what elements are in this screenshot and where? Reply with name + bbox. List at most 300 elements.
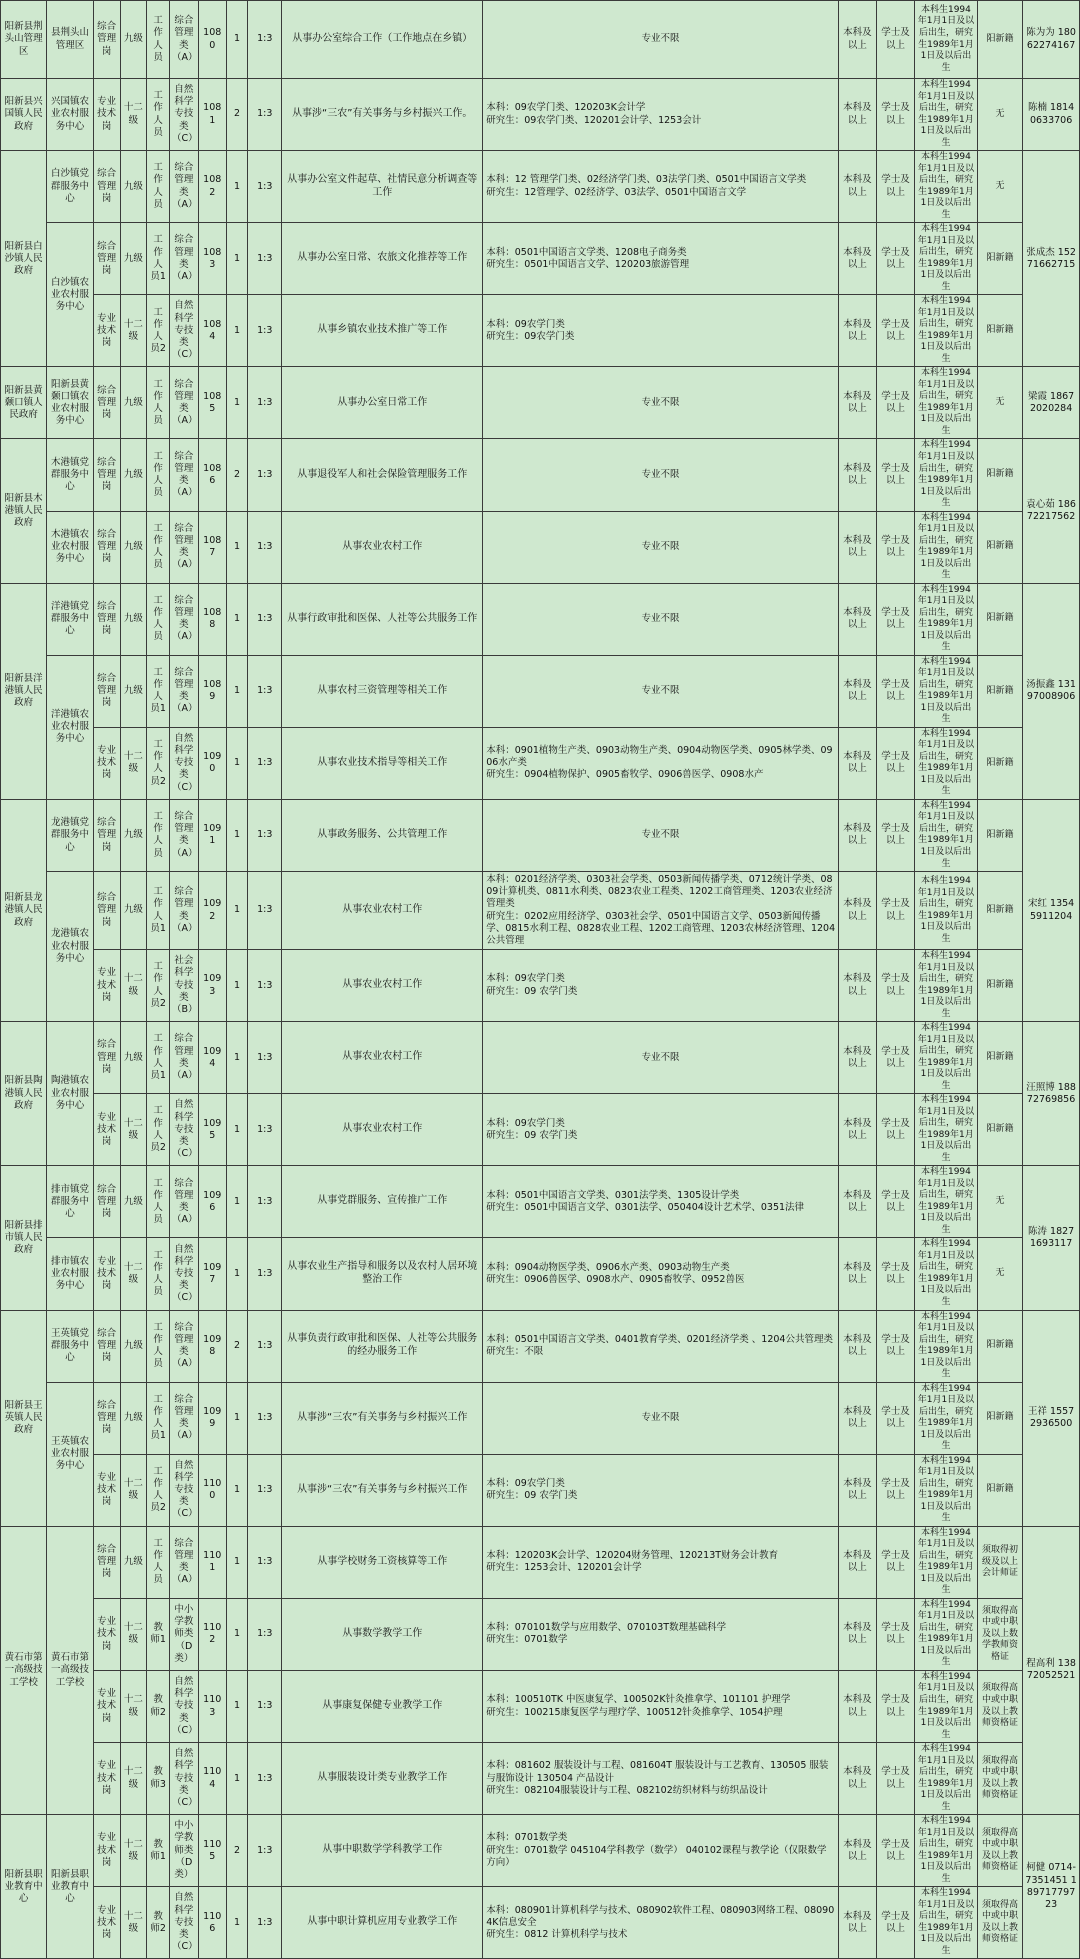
post-code-cell: 1096 <box>198 1166 226 1238</box>
ratio-cell: 1:3 <box>248 1022 282 1094</box>
post-name-cell: 工作人员 <box>147 439 170 511</box>
ratio-cell: 1:3 <box>248 1454 282 1526</box>
other-condition-cell: 无 <box>977 1166 1022 1238</box>
duty-cell: 从事农业技术指导等相关工作 <box>282 727 483 799</box>
post-name-cell: 工作人员1 <box>147 872 170 950</box>
post-name-cell: 工作人员1 <box>147 1382 170 1454</box>
post-level-cell: 十二级 <box>120 79 147 151</box>
other-condition-cell: 阳新籍 <box>977 583 1022 655</box>
contact-cell: 张成杰 15271662715 <box>1023 151 1080 367</box>
post-name-cell: 工作人员2 <box>147 295 170 367</box>
unit-cell: 王英镇党群服务中心 <box>47 1310 93 1382</box>
degree-cell: 学士及以上 <box>876 1454 914 1526</box>
major-graduate: 研究生：09 农学门类 <box>486 985 578 997</box>
employer-cell: 阳新县木港镇人民政府 <box>1 439 47 583</box>
exam-category-cell: 中小学教师类（D类） <box>169 1815 198 1887</box>
major-unrestricted: 专业不限 <box>641 1051 680 1063</box>
post-name-cell: 教师1 <box>147 1598 170 1670</box>
post-name-cell: 工作人员 <box>147 1238 170 1310</box>
table-row <box>1 1743 1080 1815</box>
major-cell <box>483 1166 839 1238</box>
post-category-cell: 综合管理岗 <box>93 872 120 950</box>
major-graduate: 研究生：0501中国语言文学、0301法学、050404设计艺术学、0351法律 <box>486 1201 805 1213</box>
post-level-cell: 九级 <box>120 872 147 950</box>
post-category-cell: 综合管理岗 <box>93 223 120 295</box>
degree-cell: 学士及以上 <box>876 1743 914 1815</box>
major-cell <box>483 1887 839 1959</box>
contact-cell: 宋红 13545911204 <box>1023 799 1080 1021</box>
major-unrestricted: 专业不限 <box>641 613 680 625</box>
post-name-cell: 工作人员1 <box>147 1022 170 1094</box>
degree-cell: 学士及以上 <box>876 1670 914 1742</box>
headcount-cell: 1 <box>226 1166 248 1238</box>
education-cell: 本科及以上 <box>838 1743 876 1815</box>
duty-cell: 从事农业农村工作 <box>282 1094 483 1166</box>
post-code-cell: 1082 <box>198 151 226 223</box>
table-row <box>1 1815 1080 1887</box>
degree-cell: 学士及以上 <box>876 655 914 727</box>
headcount-cell: 1 <box>226 950 248 1022</box>
contact-cell: 汤振鑫 13197008906 <box>1023 583 1080 799</box>
other-condition-cell: 阳新籍 <box>977 655 1022 727</box>
degree-cell: 学士及以上 <box>876 439 914 511</box>
post-level-cell: 九级 <box>120 1 147 79</box>
education-cell: 本科及以上 <box>838 1238 876 1310</box>
ratio-cell: 1:3 <box>248 872 282 950</box>
contact-cell: 梁霞 18672020284 <box>1023 367 1080 439</box>
unit-cell: 洋港镇农业农村服务中心 <box>47 655 93 799</box>
other-condition-cell: 阳新籍 <box>977 295 1022 367</box>
degree-cell: 学士及以上 <box>876 511 914 583</box>
headcount-cell: 1 <box>226 1670 248 1742</box>
headcount-cell: 1 <box>226 511 248 583</box>
ratio-cell: 1:3 <box>248 1743 282 1815</box>
headcount-cell: 1 <box>226 1 248 79</box>
post-category-cell: 综合管理岗 <box>93 1166 120 1238</box>
post-category-cell: 综合管理岗 <box>93 511 120 583</box>
headcount-cell: 1 <box>226 655 248 727</box>
exam-category-cell: 社会科学专技类（B） <box>169 950 198 1022</box>
age-condition-cell: 本科生1994年1月1日及以后出生，研究生1989年1月1日及以后出生 <box>915 655 978 727</box>
employer-cell: 阳新县排市镇人民政府 <box>1 1166 47 1310</box>
post-name-cell: 教师2 <box>147 1670 170 1742</box>
table-row <box>1 1887 1080 1959</box>
post-name-cell: 工作人员1 <box>147 655 170 727</box>
education-cell: 本科及以上 <box>838 511 876 583</box>
major-undergrad: 本科：09农学门类、120203K会计学 <box>486 102 646 114</box>
headcount-cell: 2 <box>226 1815 248 1887</box>
education-cell: 本科及以上 <box>838 1526 876 1598</box>
other-condition-cell: 无 <box>977 79 1022 151</box>
major-undergrad: 本科：0501中国语言文学类、1208电子商务类 <box>486 246 687 258</box>
ratio-cell: 1:3 <box>248 583 282 655</box>
table-row <box>1 295 1080 367</box>
degree-cell: 学士及以上 <box>876 1815 914 1887</box>
ratio-cell: 1:3 <box>248 1598 282 1670</box>
post-category-cell: 专业技术岗 <box>93 1454 120 1526</box>
age-condition-cell: 本科生1994年1月1日及以后出生，研究生1989年1月1日及以后出生 <box>915 799 978 871</box>
degree-cell: 学士及以上 <box>876 1022 914 1094</box>
exam-category-cell: 自然科学专技类（C） <box>169 1887 198 1959</box>
duty-cell: 从事涉“三农”有关事务与乡村振兴工作 <box>282 1382 483 1454</box>
major-unrestricted: 专业不限 <box>641 33 680 45</box>
headcount-cell: 1 <box>226 223 248 295</box>
major-undergrad: 本科：0904动物医学类、0906水产类、0903动物生产类 <box>486 1261 730 1273</box>
table-body <box>1 1 1080 1959</box>
headcount-cell: 2 <box>226 439 248 511</box>
education-cell: 本科及以上 <box>838 1094 876 1166</box>
post-code-cell: 1084 <box>198 295 226 367</box>
education-cell: 本科及以上 <box>838 1454 876 1526</box>
exam-category-cell: 综合管理类（A） <box>169 799 198 871</box>
contact-cell: 陈涛 18271693117 <box>1023 1166 1080 1310</box>
post-name-cell: 工作人员 <box>147 583 170 655</box>
duty-cell: 从事涉“三农”有关事务与乡村振兴工作 <box>282 1454 483 1526</box>
contact-cell: 程高利 13872052521 <box>1023 1526 1080 1814</box>
table-row <box>1 1310 1080 1382</box>
other-condition-cell: 阳新籍 <box>977 799 1022 871</box>
exam-category-cell: 综合管理类（A） <box>169 655 198 727</box>
major-undergrad: 本科：070101数学与应用数学、070103T数理基础科学 <box>486 1622 727 1634</box>
age-condition-cell: 本科生1994年1月1日及以后出生，研究生1989年1月1日及以后出生 <box>915 1238 978 1310</box>
major-cell <box>483 799 839 871</box>
employer-cell: 黄石市第一高级技工学校 <box>1 1526 47 1814</box>
exam-category-cell: 自然科学专技类（C） <box>169 1670 198 1742</box>
education-cell: 本科及以上 <box>838 79 876 151</box>
post-category-cell: 专业技术岗 <box>93 1815 120 1887</box>
ratio-cell: 1:3 <box>248 295 282 367</box>
post-level-cell: 十二级 <box>120 727 147 799</box>
other-condition-cell: 阳新籍 <box>977 1382 1022 1454</box>
ratio-cell: 1:3 <box>248 1382 282 1454</box>
post-code-cell: 1097 <box>198 1238 226 1310</box>
headcount-cell: 1 <box>226 1887 248 1959</box>
education-cell: 本科及以上 <box>838 1166 876 1238</box>
major-cell <box>483 439 839 511</box>
major-unrestricted: 专业不限 <box>641 468 680 480</box>
headcount-cell: 1 <box>226 1454 248 1526</box>
ratio-cell: 1:3 <box>248 727 282 799</box>
post-level-cell: 九级 <box>120 799 147 871</box>
age-condition-cell: 本科生1994年1月1日及以后出生，研究生1989年1月1日及以后出生 <box>915 1598 978 1670</box>
exam-category-cell: 自然科学专技类（C） <box>169 1454 198 1526</box>
unit-cell: 白沙镇党群服务中心 <box>47 151 93 223</box>
ratio-cell: 1:3 <box>248 223 282 295</box>
duty-cell: 从事农业农村工作 <box>282 950 483 1022</box>
table-row <box>1 1238 1080 1310</box>
ratio-cell: 1:3 <box>248 1 282 79</box>
table-row <box>1 799 1080 871</box>
education-cell: 本科及以上 <box>838 950 876 1022</box>
post-level-cell: 十二级 <box>120 1887 147 1959</box>
major-undergrad: 本科：09农学门类 <box>486 973 565 985</box>
major-cell <box>483 583 839 655</box>
age-condition-cell: 本科生1994年1月1日及以后出生，研究生1989年1月1日及以后出生 <box>915 1887 978 1959</box>
exam-category-cell: 综合管理类（A） <box>169 223 198 295</box>
post-category-cell: 专业技术岗 <box>93 1887 120 1959</box>
post-category-cell: 专业技术岗 <box>93 1670 120 1742</box>
contact-cell: 陈为为 18062274167 <box>1023 1 1080 79</box>
post-name-cell: 工作人员2 <box>147 727 170 799</box>
table-row <box>1 872 1080 950</box>
table-row <box>1 1022 1080 1094</box>
post-name-cell: 工作人员 <box>147 1310 170 1382</box>
other-condition-cell: 须取得高中或中职及以上教师资格证 <box>977 1743 1022 1815</box>
major-graduate: 研究生：09 农学门类 <box>486 1129 578 1141</box>
degree-cell: 学士及以上 <box>876 1310 914 1382</box>
age-condition-cell: 本科生1994年1月1日及以后出生，研究生1989年1月1日及以后出生 <box>915 950 978 1022</box>
unit-cell: 王英镇农业农村服务中心 <box>47 1382 93 1526</box>
duty-cell: 从事办公室文件起草、社情民意分析调查等工作 <box>282 151 483 223</box>
contact-cell: 袁心茹 18672217562 <box>1023 439 1080 583</box>
age-condition-cell: 本科生1994年1月1日及以后出生，研究生1989年1月1日及以后出生 <box>915 1815 978 1887</box>
headcount-cell: 2 <box>226 79 248 151</box>
duty-cell: 从事党群服务、宣传推广工作 <box>282 1166 483 1238</box>
post-name-cell: 教师1 <box>147 1815 170 1887</box>
major-cell <box>483 872 839 950</box>
table-row <box>1 151 1080 223</box>
ratio-cell: 1:3 <box>248 1166 282 1238</box>
major-graduate: 研究生：0906兽医学、0908水产、0905畜牧学、0952兽医 <box>486 1273 745 1285</box>
post-code-cell: 1080 <box>198 1 226 79</box>
degree-cell: 学士及以上 <box>876 950 914 1022</box>
post-name-cell: 工作人员2 <box>147 1094 170 1166</box>
headcount-cell: 1 <box>226 367 248 439</box>
table-row <box>1 1454 1080 1526</box>
post-code-cell: 1081 <box>198 79 226 151</box>
post-level-cell: 十二级 <box>120 1238 147 1310</box>
major-unrestricted: 专业不限 <box>641 685 680 697</box>
ratio-cell: 1:3 <box>248 439 282 511</box>
post-category-cell: 专业技术岗 <box>93 1743 120 1815</box>
post-category-cell: 综合管理岗 <box>93 583 120 655</box>
post-code-cell: 1101 <box>198 1526 226 1598</box>
other-condition-cell: 须取得高中或中职及以上教师资格证 <box>977 1887 1022 1959</box>
unit-cell: 阳新县职业教育中心 <box>47 1815 93 1959</box>
education-cell: 本科及以上 <box>838 583 876 655</box>
degree-cell: 学士及以上 <box>876 1887 914 1959</box>
major-cell <box>483 1238 839 1310</box>
post-code-cell: 1098 <box>198 1310 226 1382</box>
duty-cell: 从事办公室综合工作（工作地点在乡镇） <box>282 1 483 79</box>
post-level-cell: 十二级 <box>120 1815 147 1887</box>
table-row <box>1 727 1080 799</box>
exam-category-cell: 综合管理类（A） <box>169 1382 198 1454</box>
other-condition-cell: 须取得高中或中职及以上教师资格证 <box>977 1815 1022 1887</box>
major-cell <box>483 1094 839 1166</box>
employer-cell: 阳新县黄颡口镇人民政府 <box>1 367 47 439</box>
degree-cell: 学士及以上 <box>876 367 914 439</box>
duty-cell: 从事学校财务工资核算等工作 <box>282 1526 483 1598</box>
exam-category-cell: 综合管理类（A） <box>169 1022 198 1094</box>
headcount-cell: 1 <box>226 799 248 871</box>
employer-cell: 阳新县职业教育中心 <box>1 1815 47 1959</box>
post-code-cell: 1105 <box>198 1815 226 1887</box>
post-code-cell: 1094 <box>198 1022 226 1094</box>
other-condition-cell: 无 <box>977 367 1022 439</box>
major-undergrad: 本科：080901计算机科学与技术、080902软件工程、080903网络工程、080904K信息安全 <box>486 1904 835 1928</box>
major-graduate: 研究生：0202应用经济学、0303社会学、0501中国语言文学、0503新闻传播学、0815水利工程、0828农业工程、1202工商管理、1203农林经济管理、1204公共管理 <box>486 910 836 946</box>
major-graduate: 研究生：0701数学 <box>486 1634 568 1646</box>
unit-cell: 龙港镇农业农村服务中心 <box>47 872 93 1022</box>
unit-cell: 陶港镇农业农村服务中心 <box>47 1022 93 1166</box>
major-cell <box>483 1 839 79</box>
degree-cell: 学士及以上 <box>876 1 914 79</box>
education-cell: 本科及以上 <box>838 151 876 223</box>
post-level-cell: 九级 <box>120 511 147 583</box>
major-cell <box>483 295 839 367</box>
education-cell: 本科及以上 <box>838 223 876 295</box>
major-graduate: 研究生：09农学门类 <box>486 330 575 342</box>
education-cell: 本科及以上 <box>838 799 876 871</box>
major-cell <box>483 223 839 295</box>
post-level-cell: 九级 <box>120 583 147 655</box>
age-condition-cell: 本科生1994年1月1日及以后出生，研究生1989年1月1日及以后出生 <box>915 1382 978 1454</box>
age-condition-cell: 本科生1994年1月1日及以后出生，研究生1989年1月1日及以后出生 <box>915 511 978 583</box>
exam-category-cell: 自然科学专技类（C） <box>169 1094 198 1166</box>
post-category-cell: 专业技术岗 <box>93 727 120 799</box>
major-undergrad: 本科：081602 服装设计与工程、081604T 服装设计与工艺教育、130505 服装与服饰设计 130504 产品设计 <box>486 1760 829 1784</box>
unit-cell: 白沙镇农业农村服务中心 <box>47 223 93 367</box>
post-level-cell: 九级 <box>120 151 147 223</box>
post-name-cell: 工作人员1 <box>147 223 170 295</box>
major-cell <box>483 950 839 1022</box>
exam-category-cell: 综合管理类（A） <box>169 1526 198 1598</box>
other-condition-cell: 无 <box>977 1238 1022 1310</box>
degree-cell: 学士及以上 <box>876 1382 914 1454</box>
age-condition-cell: 本科生1994年1月1日及以后出生，研究生1989年1月1日及以后出生 <box>915 1 978 79</box>
ratio-cell: 1:3 <box>248 1670 282 1742</box>
major-cell <box>483 1382 839 1454</box>
education-cell: 本科及以上 <box>838 1310 876 1382</box>
degree-cell: 学士及以上 <box>876 727 914 799</box>
table-row <box>1 1094 1080 1166</box>
post-name-cell: 工作人员 <box>147 799 170 871</box>
age-condition-cell: 本科生1994年1月1日及以后出生，研究生1989年1月1日及以后出生 <box>915 1166 978 1238</box>
contact-cell: 陈楠 18140633706 <box>1023 79 1080 151</box>
table-row <box>1 1166 1080 1238</box>
duty-cell: 从事乡镇农业技术推广等工作 <box>282 295 483 367</box>
exam-category-cell: 综合管理类（A） <box>169 439 198 511</box>
major-cell <box>483 727 839 799</box>
post-code-cell: 1086 <box>198 439 226 511</box>
education-cell: 本科及以上 <box>838 1670 876 1742</box>
duty-cell: 从事中职数学学科教学工作 <box>282 1815 483 1887</box>
headcount-cell: 2 <box>226 1310 248 1382</box>
degree-cell: 学士及以上 <box>876 1598 914 1670</box>
major-undergrad: 本科：09农学门类 <box>486 1117 565 1129</box>
table-row <box>1 583 1080 655</box>
post-category-cell: 综合管理岗 <box>93 367 120 439</box>
major-cell <box>483 1022 839 1094</box>
ratio-cell: 1:3 <box>248 1310 282 1382</box>
duty-cell: 从事农业生产指导和服务以及农村人居环境整治工作 <box>282 1238 483 1310</box>
age-condition-cell: 本科生1994年1月1日及以后出生，研究生1989年1月1日及以后出生 <box>915 79 978 151</box>
major-graduate: 研究生：1253会计、120201会计学 <box>486 1562 642 1574</box>
major-graduate: 研究生：09 农学门类 <box>486 1490 578 1502</box>
ratio-cell: 1:3 <box>248 799 282 871</box>
unit-cell: 兴国镇农业农村服务中心 <box>47 79 93 151</box>
post-name-cell: 工作人员 <box>147 1526 170 1598</box>
duty-cell: 从事数学教学工作 <box>282 1598 483 1670</box>
age-condition-cell: 本科生1994年1月1日及以后出生，研究生1989年1月1日及以后出生 <box>915 1670 978 1742</box>
headcount-cell: 1 <box>226 1743 248 1815</box>
education-cell: 本科及以上 <box>838 367 876 439</box>
post-level-cell: 十二级 <box>120 295 147 367</box>
major-undergrad: 本科：12 管理学门类、02经济学门类、03法学门类、0501中国语言文学类 <box>486 174 807 186</box>
duty-cell: 从事涉“三农”有关事务与乡村振兴工作。 <box>282 79 483 151</box>
degree-cell: 学士及以上 <box>876 79 914 151</box>
education-cell: 本科及以上 <box>838 1887 876 1959</box>
degree-cell: 学士及以上 <box>876 223 914 295</box>
employer-cell: 阳新县王英镇人民政府 <box>1 1310 47 1526</box>
post-name-cell: 教师2 <box>147 1887 170 1959</box>
major-graduate: 研究生：082104服装设计与工程、082102纺织材料与纺织品设计 <box>486 1784 768 1796</box>
major-undergrad: 本科：0501中国语言文学类、0301法学类、1305设计学类 <box>486 1189 740 1201</box>
other-condition-cell: 阳新籍 <box>977 511 1022 583</box>
major-undergrad: 本科：09农学门类 <box>486 318 565 330</box>
major-cell <box>483 79 839 151</box>
major-unrestricted: 专业不限 <box>641 541 680 553</box>
post-category-cell: 综合管理岗 <box>93 439 120 511</box>
unit-cell: 木港镇党群服务中心 <box>47 439 93 511</box>
major-cell <box>483 1526 839 1598</box>
duty-cell: 从事办公室日常、农旅文化推荐等工作 <box>282 223 483 295</box>
major-undergrad: 本科：09农学门类 <box>486 1478 565 1490</box>
headcount-cell: 1 <box>226 1094 248 1166</box>
major-cell <box>483 1454 839 1526</box>
major-unrestricted: 专业不限 <box>641 396 680 408</box>
post-code-cell: 1091 <box>198 799 226 871</box>
major-undergrad: 本科：0201经济学类、0303社会学类、0503新闻传播学类、0712统计学类、0809计算机类、0811水利类、0823农业工程类、1202工商管理类、1203农业经济管理类 <box>486 874 833 910</box>
age-condition-cell: 本科生1994年1月1日及以后出生，研究生1989年1月1日及以后出生 <box>915 1526 978 1598</box>
ratio-cell: 1:3 <box>248 1526 282 1598</box>
table-row <box>1 655 1080 727</box>
unit-cell: 排市镇党群服务中心 <box>47 1166 93 1238</box>
post-level-cell: 九级 <box>120 1022 147 1094</box>
post-category-cell: 专业技术岗 <box>93 1238 120 1310</box>
post-category-cell: 专业技术岗 <box>93 295 120 367</box>
exam-category-cell: 自然科学专技类（C） <box>169 79 198 151</box>
degree-cell: 学士及以上 <box>876 1094 914 1166</box>
post-code-cell: 1095 <box>198 1094 226 1166</box>
age-condition-cell: 本科生1994年1月1日及以后出生，研究生1989年1月1日及以后出生 <box>915 727 978 799</box>
table-row <box>1 367 1080 439</box>
other-condition-cell: 阳新籍 <box>977 1094 1022 1166</box>
major-undergrad: 本科：0701数学类 <box>486 1832 568 1844</box>
post-level-cell: 九级 <box>120 223 147 295</box>
education-cell: 本科及以上 <box>838 1598 876 1670</box>
headcount-cell: 1 <box>226 1022 248 1094</box>
employer-cell: 阳新县兴国镇人民政府 <box>1 79 47 151</box>
post-category-cell: 综合管理岗 <box>93 655 120 727</box>
age-condition-cell: 本科生1994年1月1日及以后出生，研究生1989年1月1日及以后出生 <box>915 583 978 655</box>
degree-cell: 学士及以上 <box>876 872 914 950</box>
education-cell: 本科及以上 <box>838 655 876 727</box>
degree-cell: 学士及以上 <box>876 151 914 223</box>
exam-category-cell: 综合管理类（A） <box>169 583 198 655</box>
ratio-cell: 1:3 <box>248 1815 282 1887</box>
table-row <box>1 1526 1080 1598</box>
duty-cell: 从事农业农村工作 <box>282 511 483 583</box>
headcount-cell: 1 <box>226 583 248 655</box>
major-graduate: 研究生：12管理学、02经济学、03法学、0501中国语言文学 <box>486 186 747 198</box>
major-undergrad: 本科：100510TK 中医康复学、100502K针灸推拿学、101101 护理学 <box>486 1694 791 1706</box>
other-condition-cell: 阳新籍 <box>977 1022 1022 1094</box>
age-condition-cell: 本科生1994年1月1日及以后出生，研究生1989年1月1日及以后出生 <box>915 1310 978 1382</box>
other-condition-cell: 阳新籍 <box>977 872 1022 950</box>
post-code-cell: 1089 <box>198 655 226 727</box>
